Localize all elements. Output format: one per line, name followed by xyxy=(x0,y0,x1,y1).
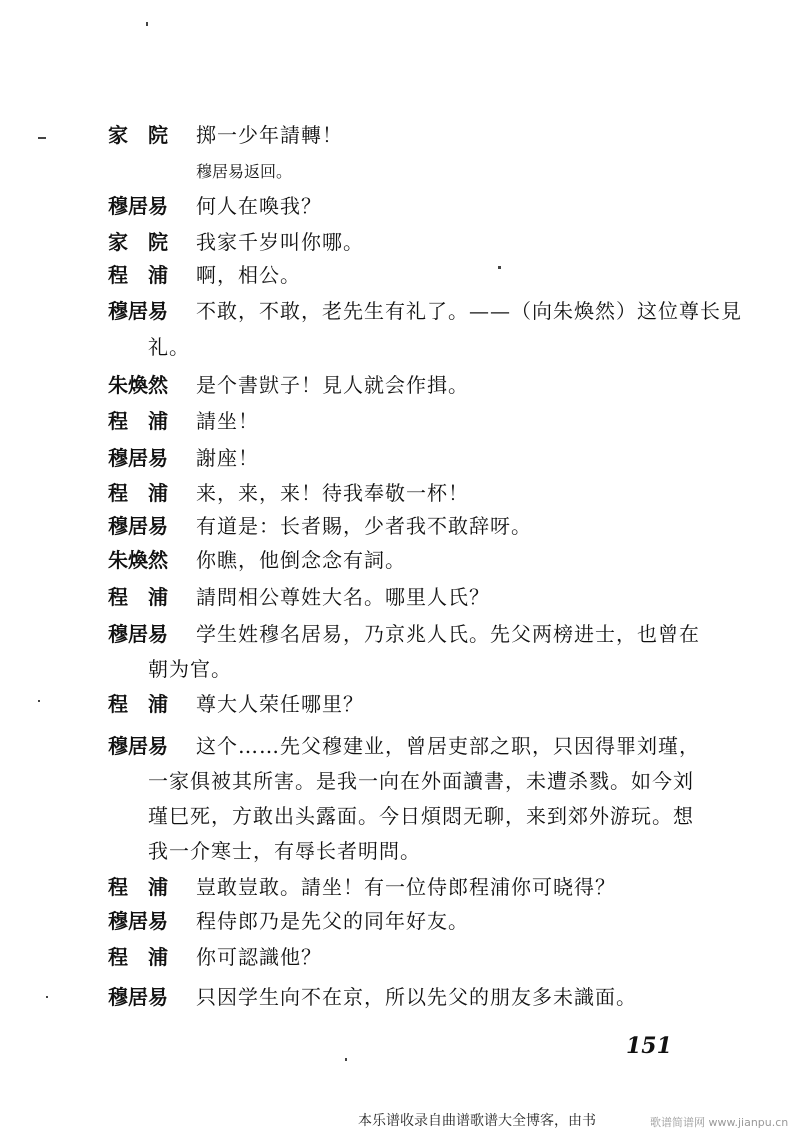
line-text: 尊大人荣任哪里？ xyxy=(196,692,364,716)
line-text: 有道是：长者賜，少者我不敢辞呀。 xyxy=(196,514,532,538)
speaker: 程 浦 xyxy=(108,692,168,716)
scan-speck xyxy=(345,1058,347,1061)
speaker: 朱煥然 xyxy=(108,373,168,397)
speaker: 程 浦 xyxy=(108,481,168,505)
line-text: 謝座！ xyxy=(196,446,259,470)
scan-speck xyxy=(38,137,46,139)
scan-speck xyxy=(46,996,48,998)
speaker: 穆居易 xyxy=(108,985,168,1009)
line-continuation: 朝为官。 xyxy=(148,657,232,681)
speaker: 朱煥然 xyxy=(108,548,168,572)
speaker: 穆居易 xyxy=(108,909,168,933)
speaker: 程 浦 xyxy=(108,945,168,969)
watermark: 歌谱简谱网 www.jianpu.cn xyxy=(650,1116,789,1129)
stage-direction: 穆居易返回。 xyxy=(196,162,293,181)
speaker: 穆居易 xyxy=(108,299,168,323)
scan-speck xyxy=(38,700,40,702)
speaker: 穆居易 xyxy=(108,734,168,758)
scan-speck xyxy=(498,266,501,269)
line-continuation: 我一介寒士，有辱长者明問。 xyxy=(148,839,421,863)
line-text: 学生姓穆名居易，乃京兆人氏。先父两榜进士，也曾在 xyxy=(196,622,700,646)
line-text: 何人在喚我？ xyxy=(196,194,322,218)
speaker: 程 浦 xyxy=(108,875,168,899)
line-continuation: 礼。 xyxy=(148,335,190,359)
speaker: 程 浦 xyxy=(108,409,168,433)
line-text: 我家千岁叫你哪。 xyxy=(196,230,364,254)
speaker: 程 浦 xyxy=(108,585,168,609)
speaker: 穆居易 xyxy=(108,514,168,538)
speaker: 家 院 xyxy=(108,123,168,147)
line-text: 請坐！ xyxy=(196,409,259,433)
scan-speck xyxy=(146,22,148,26)
line-text: 程侍郎乃是先父的同年好友。 xyxy=(196,909,469,933)
line-text: 只因学生向不在京，所以先父的朋友多未識面。 xyxy=(196,985,637,1009)
line-text: 不敢，不敢，老先生有礼了。——（向朱煥然）这位尊长見 xyxy=(196,299,742,323)
speaker: 穆居易 xyxy=(108,446,168,470)
speaker: 程 浦 xyxy=(108,263,168,287)
speaker: 穆居易 xyxy=(108,194,168,218)
speaker: 穆居易 xyxy=(108,622,168,646)
line-text: 請問相公尊姓大名。哪里人氏？ xyxy=(196,585,490,609)
line-text: 啊，相公。 xyxy=(196,263,301,287)
line-text: 这个……先父穆建业，曾居吏部之职，只因得罪刘瑾， xyxy=(196,734,700,758)
line-text: 是个書獃子！見人就会作揖。 xyxy=(196,373,469,397)
line-text: 你瞧，他倒念念有詞。 xyxy=(196,548,406,572)
line-continuation: 一家俱被其所害。是我一向在外面讀書，未遭杀戮。如今刘 xyxy=(148,769,694,793)
speaker: 家 院 xyxy=(108,230,168,254)
page-number: 151 xyxy=(626,1033,672,1059)
line-text: 豈敢豈敢。請坐！有一位侍郎程浦你可晓得？ xyxy=(196,875,616,899)
line-continuation: 瑾巳死，方敢出头露面。今日煩悶无聊，来到郊外游玩。想 xyxy=(148,804,694,828)
line-text: 你可認識他？ xyxy=(196,945,322,969)
footer-credit: 本乐谱收录自曲谱歌谱大全博客，由书 xyxy=(358,1113,596,1129)
line-text: 来，来，来！待我奉敬一杯！ xyxy=(196,481,469,505)
line-text: 掷一少年請轉！ xyxy=(196,123,343,147)
